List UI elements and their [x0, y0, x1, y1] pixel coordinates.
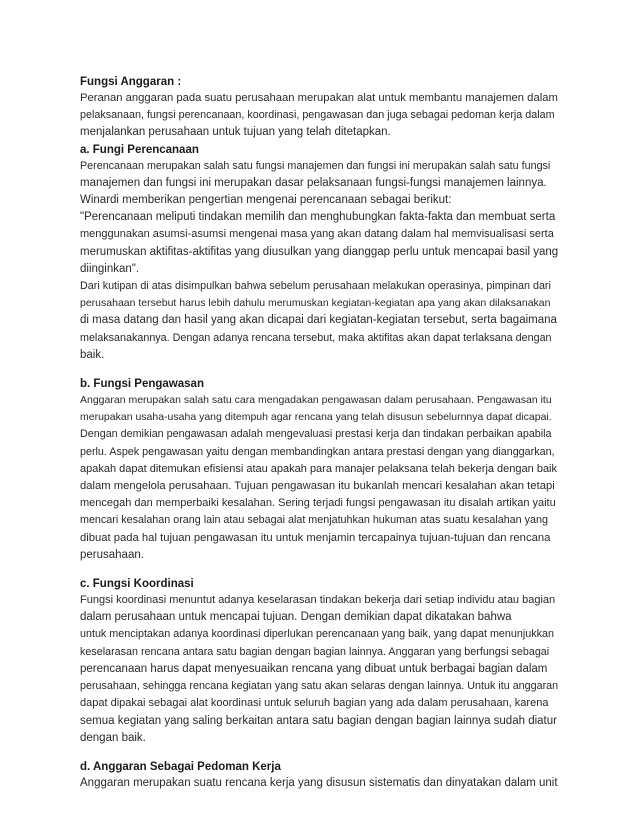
text-line: dibuat pada hal tujuan pengawasan itu untuk menjamin tercapainya tujuan-tujuan dan rencana — [80, 531, 551, 544]
text-line: mencari kesalahan orang lain atau sebagai alat menjatuhkan hukuman atas suatu kesalahan yang — [80, 514, 548, 527]
text-line: di masa datang dan hasil yang akan dicapai dari kegiatan-kegiatan tersebut, serta bagaimana — [80, 314, 557, 327]
text-line: Fungsi koordinasi menuntut adanya keselarasan tindakan bekerja dari setiap individu atau bagian — [80, 594, 556, 607]
section-heading-perencanaan: a. Fungi Perencanaan — [80, 143, 199, 156]
section-heading-pedoman-kerja: d. Anggaran Sebagai Pedoman Kerja — [80, 760, 281, 773]
text-line: perlu. Aspek pengawasan yaitu dengan membandingkan antara prestasi dengan yang dianggarkan, — [80, 445, 555, 458]
section-heading-koordinasi: c. Fungsi Koordinasi — [80, 578, 194, 591]
text-line: mencegah dan memperbaiki kesalahan. Sering terjadi fungsi pengawasan itu disalah artikan yaitu — [80, 497, 556, 510]
section-body-pedoman-kerja — [80, 775, 558, 792]
text-line: Dengan demikian pengawasan adalah mengevaluasi prestasi kerja dan tindakan perbaikan apabila — [80, 428, 552, 441]
text-line: dapat dipakai sebagai alat koordinasi untuk seluruh bagian yang ada dalam perusahaan, karena — [80, 697, 549, 710]
text-line: diinginkan". — [80, 262, 140, 275]
document-title: Fungsi Anggaran : — [80, 76, 182, 88]
text-line: Anggaran merupakan suatu rencana kerja yang disusun sistematis dan dinyatakan dalam unit — [80, 776, 558, 789]
text-line: perencanaan harus dapat menyesuaikan rencana yang dibuat untuk berbagai bagian dalam — [80, 662, 548, 675]
section-heading-pengawasan: b. Fungsi Pengawasan — [80, 378, 204, 391]
text-line: pelaksanaan, fungsi perencanaan, koordinasi, pengawasan dan juga sebagai pedoman kerja dalam — [80, 109, 555, 122]
text-line: Dari kutipan di atas disimpulkan bahwa sebelum perusahaan melakukan operasinya, pimpinan dari — [80, 280, 551, 293]
text-line: apakah dapat ditemukan efisiensi atau apakah para manajer pelaksana telah bekerja dengan baik — [80, 462, 558, 475]
section-gap — [80, 364, 558, 376]
section-body-pengawasan — [80, 392, 558, 564]
text-line: merupakan usaha-usaha yang ditempuh agar rencana yang telah disusun sebelurnnya dapat dicapai. — [80, 411, 552, 424]
text-line: dalam mengelola perusahaan. Tujuan pengawasan itu bukanlah mencari kesalahan akan tetapi — [80, 480, 555, 493]
text-line: baik. — [80, 348, 105, 361]
text-line: perusahaan tersebut harus lebih dahulu merumuskan kegiatan-kegiatan apa yang akan dilaksanakan — [80, 297, 551, 310]
text-line: semua kegiatan yang saling berkaitan antara satu bagian dengan bagian lainnya sudah diatur — [80, 714, 557, 727]
section-gap — [80, 747, 558, 759]
text-line: Peranan anggaran pada suatu perusahaan merupakan alat untuk membantu manajemen dalam — [80, 92, 558, 104]
text-line: "Perencanaan meliputi tindakan memilih dan menghubungkan fakta-fakta dan membuat serta — [80, 211, 556, 224]
text-line: menggunakan asumsi-asumsi mengenai masa yang akan datang dalam hal memvisualisasi serta — [80, 228, 554, 241]
section-gap — [80, 564, 558, 576]
text-line: keselarasan rencana antara satu bagian dengan bagian lainnya. Anggaran yang berfungsi sebagai — [80, 645, 550, 658]
section-body-koordinasi — [80, 592, 558, 747]
text-line: dalam perusahaan untuk mencapai tujuan. Dengan demikian dapat dikatakan bahwa — [80, 611, 512, 624]
text-line: perusahaan. — [80, 548, 144, 561]
section-body-perencanaan — [80, 158, 558, 364]
intro-paragraph — [80, 90, 558, 142]
text-line: merumuskan aktifitas-aktifitas yang diusulkan yang dianggap perlu untuk mencapai basil yang — [80, 245, 559, 258]
text-line: menjalankan perusahaan untuk tujuan yang telah ditetapkan. — [80, 126, 391, 139]
text-line: Anggaran merupakan salah satu cara mengadakan pengawasan dalam perusahaan. Pengawasan itu — [80, 394, 552, 407]
text-line: untuk menciptakan adanya koordinasi diperlukan perencanaan yang baik, yang dapat menunjukkan — [80, 628, 554, 641]
text-line: Perencanaan merupakan salah satu fungsi manajemen dan fungsi ini merupakan salah satu fungsi — [80, 159, 551, 172]
text-line: perusahaan, sehingga rencana kegiatan yang satu akan selaras dengan lainnya. Untuk itu anggaran — [80, 680, 559, 693]
text-line: manajemen dan fungsi ini merupakan dasar pelaksanaan fungsi-fungsi manajemen lainnya. — [80, 176, 547, 189]
text-line: dengan baik. — [80, 731, 146, 744]
text-line: melaksanakannya. Dengan adanya rencana tersebut, maka aktifitas akan dapat terlaksana dengan — [80, 331, 552, 344]
text-line: Winardi memberikan pengertian mengenai perencanaan sebagai berikut: — [80, 194, 452, 207]
